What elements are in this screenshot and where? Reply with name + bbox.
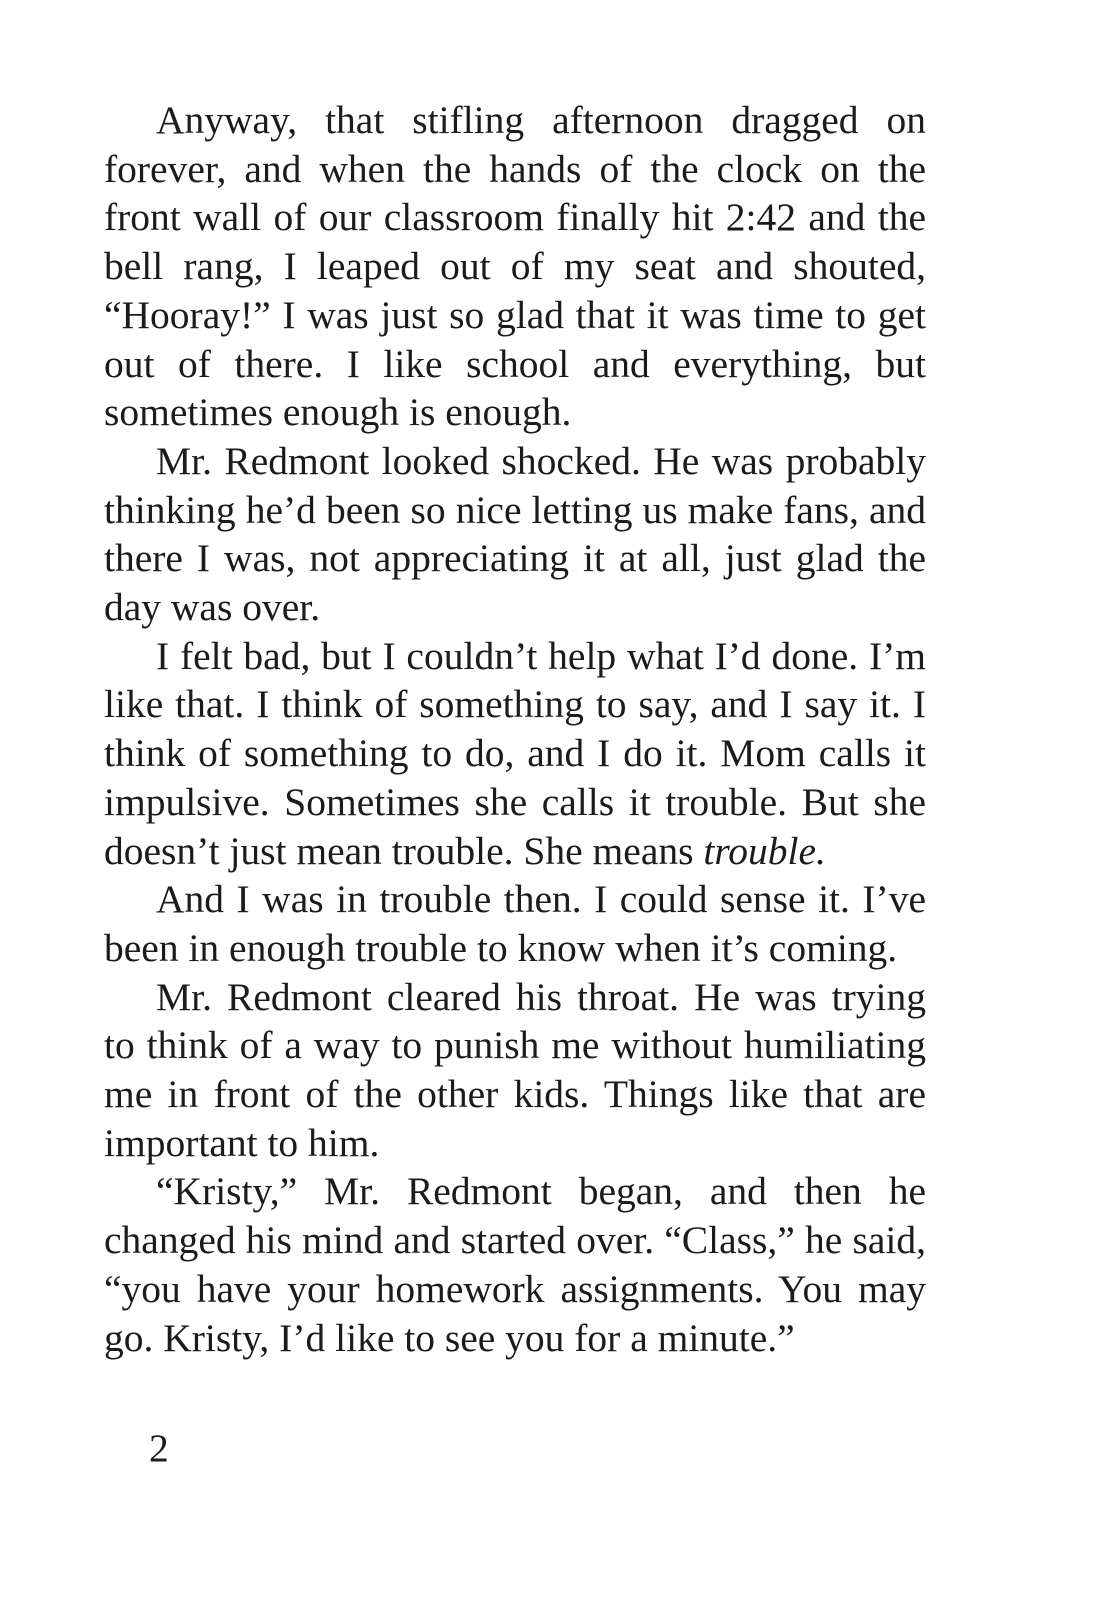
paragraph-5-text: Mr. Redmont cleared his throat. He was trying to think of a way to punish me without humiliating me in front of the other kids. Things like that are important to him. — [104, 974, 926, 1165]
paragraph-1 — [104, 96, 926, 437]
paragraph-3-emphasis: trouble. — [703, 828, 826, 873]
paragraph-3-text: I felt bad, but I couldn’t help what I’d done. I’m like that. I think of something to say, and I say it. I think of something to do, and I do it. Mom calls it impulsive. Sometimes she calls it trouble. But she doesn’t just mean trouble. She means — [104, 633, 926, 873]
paragraph-4 — [104, 875, 926, 972]
paragraph-3 — [104, 632, 926, 876]
page-number: 2 — [149, 1426, 169, 1470]
paragraph-1-text: Anyway, that stifling afternoon dragged on forever, and when the hands of the clock on the front wall of our classroom finally hit 2:42 and the bell rang, I leaped out of my seat and shouted, “Hooray!” I was just so glad that it was time to get out of there. I like school and everything, but sometimes enough is enough. — [104, 98, 926, 435]
paragraph-6-text: “Kristy,” Mr. Redmont began, and then he changed his mind and started over. “Class,” he said, “you have your homework assignments. You may go. Kristy, I’d like to see you for a minute.” — [104, 1169, 926, 1360]
paragraph-2-text: Mr. Redmont looked shocked. He was probably thinking he’d been so nice letting us make fans, and there I was, not appreciating it at all, just glad the day was over. — [104, 438, 926, 630]
paragraph-6 — [104, 1167, 926, 1362]
paragraph-2 — [104, 437, 926, 632]
paragraph-4-text: And I was in trouble then. I could sense it. I’ve been in enough trouble to know when it’s coming. — [104, 877, 926, 970]
paragraph-5 — [104, 973, 926, 1168]
body-text — [104, 96, 926, 1362]
